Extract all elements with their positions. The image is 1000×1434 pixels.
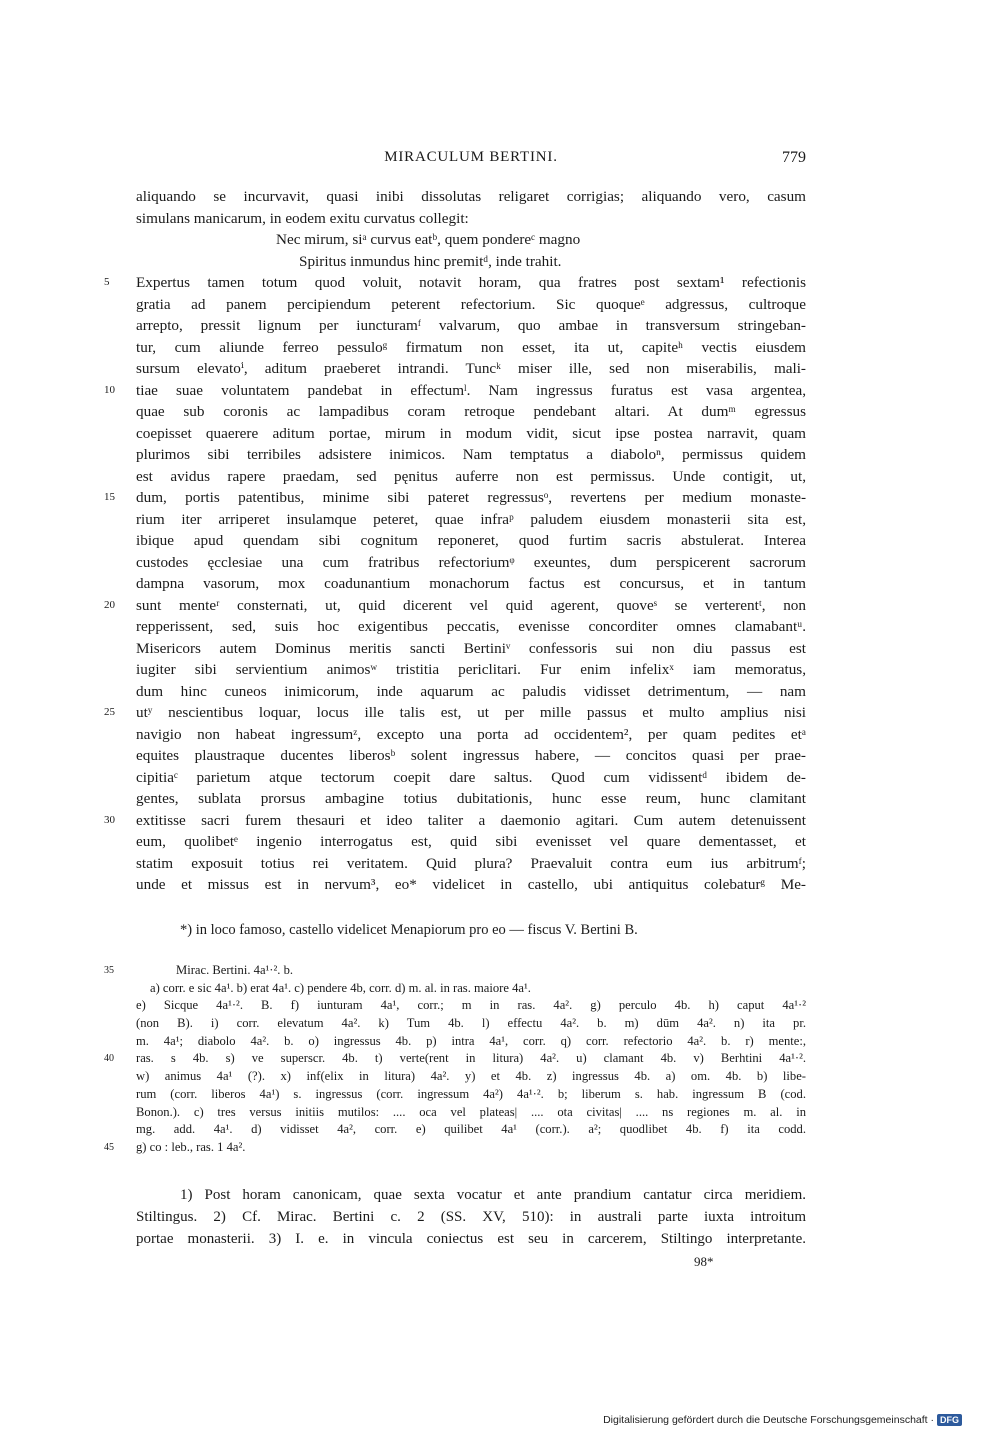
- line-text: Misericors autem Dominus meritis sancti Bertiniᵛ confessoris sui non diu passus est: [136, 639, 806, 657]
- text-line: [136, 530, 806, 552]
- page-number: 779: [782, 149, 806, 166]
- line-text: Expertus tamen totum quod voluit, notavit horam, qua fratres post sextam¹ refectionis: [136, 274, 806, 291]
- text-line: [136, 509, 806, 531]
- line-text: est avidus rapere praedam, sed pęnitus auferre non est permissus. Unde contigit, ut,: [136, 467, 806, 485]
- dfg-logo: DFG: [937, 1414, 962, 1426]
- line-text: quae sub coronis ac lampadibus coram retroque pendebant altari. At dumᵐ egressus: [136, 403, 806, 420]
- text-line: [136, 874, 806, 896]
- text-line: [104, 595, 806, 617]
- line-text: repperissent, sed, suis hoc exigentibus peccatis, evenisse concorditer omnes clamabantᵘ.: [136, 618, 806, 635]
- line-text: gentes, sublata prorsus ambagine totius dubitationis, hunc esse reum, hunc clamitant: [136, 790, 806, 807]
- line-text: extitisse sacri furem thesauri et ideo taliter a daemonio agitari. Cum autem detenuissent: [136, 811, 806, 829]
- line-text: tiae suae voluntatem pandebat in effectumˡ. Nam ingressus furatus est vasa argentea,: [136, 381, 806, 399]
- line-text: e) Sicque 4a¹·². B. f) iunturam 4a¹, corr.; m in ras. 4a². g) perculo 4b. h) caput 4a¹·²: [136, 998, 806, 1013]
- text-line: [136, 401, 806, 423]
- line-text: simulans manicarum, in eodem exitu curvatus collegit:: [136, 209, 469, 227]
- line-number: 25: [104, 706, 115, 718]
- explanatory-notes: [136, 1184, 806, 1250]
- credit-text: Digitalisierung gefördert durch die Deutsche Forschungsgemeinschaft ·: [603, 1414, 934, 1426]
- running-title: MIRACULUM BERTINI.: [384, 149, 558, 165]
- line-text: arrepto, pressit lignum per iuncturamᶠ valvarum, quo ambae in transversum stringeban-: [136, 317, 806, 334]
- text-line: [136, 552, 806, 574]
- text-line: [136, 337, 806, 359]
- line-text: g) co : leb., ras. 1 4a².: [136, 1139, 246, 1154]
- apparatus-line: [104, 962, 806, 980]
- text-line: [136, 573, 806, 595]
- apparatus-line: [136, 980, 806, 998]
- text-line: [104, 702, 806, 724]
- note-line: Stiltingus. 2) Cf. Mirac. Bertini c. 2 (SS. XV, 510): in australi parte iuxta introitum: [136, 1209, 806, 1225]
- text-line: [136, 423, 806, 445]
- line-text: ibique apud quendam sibi cognitum reponeret, quod furtim sacris abstulerat. Interea: [136, 532, 806, 549]
- note-line: portae monasterii. 3) I. e. in vincula coniectus est seu in carcerem, Stiltingo interpretante.: [136, 1231, 806, 1247]
- line-text: mg. add. 4a¹. d) vidisset 4a², corr. e) quilibet 4a¹ (corr.). a²; quodlibet 4b. f) ita codd.: [136, 1122, 806, 1137]
- line-text: unde et missus est in nervum³, eo* videlicet in castello, ubi antiquitus colebaturᵍ Me-: [136, 876, 806, 893]
- text-line: [136, 208, 806, 230]
- text-line: [136, 229, 806, 251]
- sheet-signature: 98*: [694, 1254, 714, 1269]
- text-line: [136, 251, 806, 273]
- line-text: rum (corr. liberos 4a¹) s. ingressus (corr. ingressum 4a²) 4a¹·². b; liberum s. hab. ingressum B (cod.: [136, 1086, 806, 1101]
- digitization-credit: [603, 1414, 962, 1426]
- line-text: rium iter arriperet insulamque peteret, quae infraᵖ paludem eiusdem monasterii sita est,: [136, 510, 806, 528]
- line-text: aliquando se incurvavit, quasi inibi dissolutas religaret corrigias; aliquando vero, casum: [136, 188, 806, 205]
- line-number: 35: [104, 965, 114, 976]
- line-number: 10: [104, 383, 115, 396]
- text-line: [136, 186, 806, 208]
- apparatus-line: [136, 997, 806, 1015]
- line-text: ras. s 4b. s) ve superscr. 4b. t) verte(rent in litura) 4a². u) clamant 4b. v) Berhtini 4a¹·².: [136, 1051, 806, 1066]
- line-text: navigio non habeat ingressumᶻ, excepto una porta ad occidentem², per quam pedites etᵃ: [136, 725, 806, 743]
- line-text: equites plaustraque ducentes liberosᵇ solent ingressus habere, — concitos quasi per prae-: [136, 747, 806, 764]
- line-text: Spiritus inmundus hinc premitᵈ, inde trahit.: [299, 252, 562, 270]
- line-text: statim exposuit totius rei veritatem. Quid plura? Praevaluit contra eum ius arbitrumᶠ;: [136, 854, 806, 872]
- line-text: a) corr. e sic 4a¹. b) erat 4a¹. c) pendere 4b, corr. d) m. al. in ras. maiore 4a¹.: [150, 980, 531, 995]
- line-text: Bonon.). c) tres versus initiis mutilos: .... oca vel plateas| .... ota civitas| .... ns regiones m. al. in: [136, 1104, 806, 1119]
- text-line: [136, 767, 806, 789]
- text-line: [136, 294, 806, 316]
- text-line: [136, 358, 806, 380]
- line-text: w) animus 4a¹ (?). x) inf(elix in litura) 4a². y) et 4b. z) ingressus 4b. a) om. 4b. b) libe-: [136, 1069, 806, 1084]
- line-text: Mirac. Bertini. 4a¹·². b.: [176, 963, 294, 977]
- line-text: custodes ęcclesiae una cum fratribus refectoriumᵠ exeuntes, dum perspicerent sacrorum: [136, 553, 806, 571]
- page-header: [136, 149, 806, 171]
- text-line: [136, 638, 806, 660]
- note-line: 1) Post horam canonicam, quae sexta vocatur et ante prandium cantatur circa meridiem.: [180, 1187, 806, 1203]
- line-text: dum, portis patentibus, minime sibi pateret regressusᵒ, revertens per medium monaste-: [136, 489, 806, 506]
- line-text: m. 4a¹; diabolo 4a². b. o) ingressus 4b. p) intra 4a¹, corr. q) corr. refectorio 4a². b. r) mente:,: [136, 1033, 806, 1048]
- text-line: [136, 315, 806, 337]
- text-line: [104, 487, 806, 509]
- line-text: tur, cum aliunde ferreo pessuloᵍ firmatum non esset, ita ut, capiteʰ vectis eiusdem: [136, 338, 806, 356]
- line-text: dum hinc cuneos inimicorum, inde aquarum ac paludis vidisset detrimentum, — nam: [136, 682, 806, 700]
- text-line: [104, 380, 806, 402]
- apparatus-line: [136, 1086, 806, 1104]
- main-text: [104, 186, 806, 896]
- line-text: Nec mirum, siᵃ curvus eatᵇ, quem pondereᶜ magno: [276, 231, 581, 248]
- text-line: [104, 272, 806, 294]
- line-text: sunt menteʳ consternati, ut, quid dicerent vel quid agerent, quoveˢ se verterentᵗ, non: [136, 596, 806, 614]
- line-text: utʸ nescientibus loquar, locus ille talis est, ut per mille passus et multo amplius nisi: [136, 704, 806, 721]
- text-line: [136, 788, 806, 810]
- critical-apparatus: [104, 962, 806, 1157]
- text-line: [136, 659, 806, 681]
- line-number: 15: [104, 491, 115, 503]
- text-line: [104, 810, 806, 832]
- line-number: 5: [104, 276, 110, 288]
- line-text: (non B). i) corr. elevatum 4a². k) Tum 4b. l) effectu 4a². b. m) dūm 4a². n) ita pr.: [136, 1016, 806, 1031]
- apparatus-line: [104, 1139, 806, 1157]
- text-line: [136, 724, 806, 746]
- line-number: 30: [104, 813, 115, 826]
- line-text: plurimos sibi terribiles adsistere inimicos. Nam temptatus a diaboloⁿ, permissus quidem: [136, 446, 806, 463]
- text-line: [136, 444, 806, 466]
- apparatus-line: [104, 1050, 806, 1068]
- text-line: [136, 853, 806, 875]
- text-line: [136, 681, 806, 703]
- apparatus-line: [136, 1015, 806, 1033]
- text-line: [136, 831, 806, 853]
- star-footnote: *) in loco famoso, castello videlicet Menapiorum pro eo — fiscus V. Bertini B.: [180, 922, 638, 938]
- apparatus-line: [136, 1068, 806, 1086]
- apparatus-line: [136, 1121, 806, 1139]
- text-line: [136, 745, 806, 767]
- line-number: 45: [104, 1141, 114, 1153]
- line-text: iugiter sibi servientium animosʷ tristitia periclitari. Fur enim infelixˣ iam memoratus,: [136, 661, 806, 678]
- apparatus-line: [136, 1104, 806, 1122]
- text-line: [136, 616, 806, 638]
- text-line: [136, 466, 806, 488]
- line-number: 20: [104, 598, 115, 611]
- apparatus-line: [136, 1033, 806, 1051]
- line-text: gratia ad panem percipiendum peterent refectorium. Sic quoqueᵉ adgressus, cultroque: [136, 295, 806, 313]
- line-text: cipitiaᶜ parietum atque tectorum coepit dare saltus. Quod cum vidissentᵈ ibidem de-: [136, 768, 806, 786]
- line-text: coepisset quaerere aditum portae, mirum in modum vidit, sicut ipse postea narravit, quam: [136, 424, 806, 442]
- line-number: 40: [104, 1053, 114, 1065]
- line-text: dampna vasorum, mox coadunantium monachorum factus est concursus, et in tantum: [136, 575, 806, 592]
- line-text: sursum elevatoⁱ, aditum praeberet intrandi. Tuncᵏ miser ille, sed non miserabilis, mali-: [136, 360, 806, 377]
- line-text: eum, quolibetᵉ ingenio interrogatus est, quid sibi evenisset vel quare dementasset, et: [136, 833, 806, 850]
